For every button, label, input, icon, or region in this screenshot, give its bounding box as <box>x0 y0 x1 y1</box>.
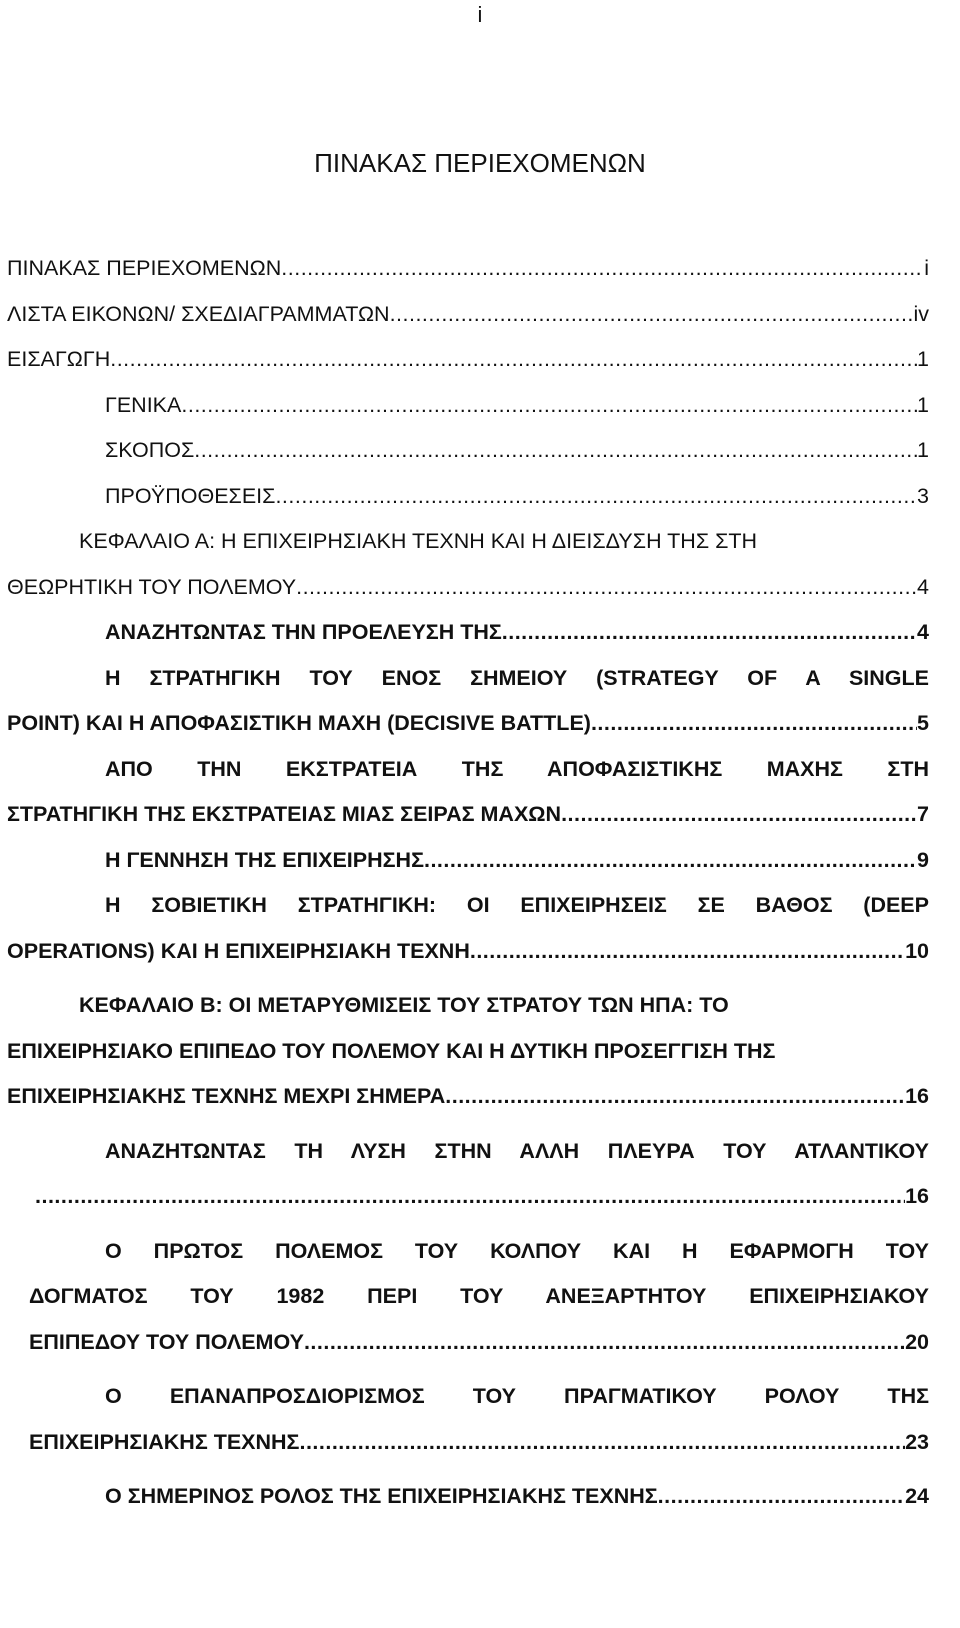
entry-title: ΚΕΦΑΛΑΙΟ Α: Η ΕΠΙΧΕΙΡΗΣΙΑΚΗ ΤΕΧΝΗ ΚΑΙ Η ΔΙΕΙΣΔΥΣΗ ΤΗΣ ΣΤΗ <box>79 529 758 553</box>
toc-entry[interactable] <box>7 883 929 974</box>
entry-page: 20 <box>905 1329 929 1354</box>
dot-leader <box>181 383 917 429</box>
dot-leader <box>502 610 917 656</box>
toc-entry[interactable] <box>7 1129 929 1220</box>
entry-title: Η ΓΕΝΝΗΣΗ ΤΗΣ ΕΠΙΧΕΙΡΗΣΗΣ <box>105 847 424 872</box>
entry-title: Ο ΠΡΩΤΟΣ ΠΟΛΕΜΟΣ ΤΟΥ ΚΟΛΠΟΥ ΚΑΙ Η ΕΦΑΡΜΟΓΗ ΤΟΥ <box>105 1238 929 1263</box>
dot-leader <box>296 565 917 611</box>
entry-title: POINT) ΚΑΙ Η ΑΠΟΦΑΣΙΣΤΙΚΗ ΜΑΧΗ (DECISIVE BATTLE) <box>7 711 591 735</box>
entry-title: ΔΟΓΜΑΤΟΣ ΤΟΥ 1982 ΠΕΡΙ ΤΟΥ ΑΝΕΞΑΡΤΗΤΟΥ ΕΠΙΧΕΙΡΗΣΙΑΚΟΥ <box>29 1284 929 1308</box>
entry-title: ΑΠΟ ΤΗΝ ΕΚΣΤΡΑΤΕΙΑ ΤΗΣ ΑΠΟΦΑΣΙΣΤΙΚΗΣ ΜΑΧΗΣ ΣΤΗ <box>105 756 929 781</box>
entry-title: ΕΙΣΑΓΩΓΗ <box>7 347 111 371</box>
dot-leader <box>299 1420 905 1466</box>
entry-title: Η ΣΤΡΑΤΗΓΙΚΗ ΤΟΥ ΕΝΟΣ ΣΗΜΕΙΟΥ (STRATEGY OF A SINGLE <box>105 665 929 690</box>
entry-title: ΠΙΝΑΚΑΣ ΠΕΡΙΕΧΟΜΕΝΩΝ <box>7 256 282 280</box>
toc-entry[interactable] <box>7 838 929 884</box>
toc-entry[interactable] <box>7 428 929 474</box>
entry-title: ΕΠΙΠΕΔΟΥ ΤΟΥ ΠΟΛΕΜΟΥ <box>29 1329 304 1354</box>
entry-title: Η ΣΟΒΙΕΤΙΚΗ ΣΤΡΑΤΗΓΙΚΗ: ΟΙ ΕΠΙΧΕΙΡΗΣΕΙΣ ΣΕ ΒΑΘΟΣ (DEEP <box>105 893 929 917</box>
dot-leader <box>658 1474 905 1520</box>
toc-title: ΠΙΝΑΚΑΣ ΠΕΡΙΕΧΟΜΕΝΩΝ <box>314 148 646 178</box>
toc-entry[interactable] <box>7 383 929 429</box>
toc-entry[interactable] <box>7 983 929 1120</box>
dot-leader <box>275 474 917 520</box>
entry-page: iv <box>913 301 929 326</box>
entry-title: ΑΝΑΖΗΤΩΝΤΑΣ ΤΗΝ ΠΡΟΕΛΕΥΣΗ ΤΗΣ <box>105 620 502 644</box>
entry-title: ΕΠΙΧΕΙΡΗΣΙΑΚΟ ΕΠΙΠΕΔΟ ΤΟΥ ΠΟΛΕΜΟΥ ΚΑΙ Η ΔΥΤΙΚΗ ΠΡΟΣΕΓΓΙΣΗ ΤΗΣ <box>7 1038 776 1063</box>
dot-leader <box>561 792 917 838</box>
table-of-contents <box>7 246 929 1520</box>
page-number: i <box>477 2 483 27</box>
entry-title: ΣΤΡΑΤΗΓΙΚΗ ΤΗΣ ΕΚΣΤΡΑΤΕΙΑΣ ΜΙΑΣ ΣΕΙΡΑΣ ΜΑΧΩΝ <box>7 802 562 826</box>
toc-entry[interactable] <box>7 1474 929 1520</box>
entry-page: 9 <box>917 847 929 872</box>
toc-entry[interactable] <box>7 337 929 383</box>
entry-title: ΚΕΦΑΛΑΙΟ Β: ΟΙ ΜΕΤΑΡΥΘΜΙΣΕΙΣ ΤΟΥ ΣΤΡΑΤΟΥ ΤΩΝ ΗΠΑ: ΤΟ <box>79 993 729 1017</box>
dot-leader <box>445 1074 905 1120</box>
toc-entry[interactable] <box>7 610 929 656</box>
entry-title: ΑΝΑΖΗΤΩΝΤΑΣ ΤΗ ΛΥΣΗ ΣΤΗΝ ΑΛΛΗ ΠΛΕΥΡΑ ΤΟΥ ΑΤΛΑΝΤΙΚΟΥ <box>105 1138 929 1163</box>
entry-title: ΘΕΩΡΗΤΙΚΗ ΤΟΥ ΠΟΛΕΜΟΥ <box>7 574 297 599</box>
toc-entry[interactable] <box>7 292 929 338</box>
entry-title: Ο ΕΠΑΝΑΠΡΟΣΔΙΟΡΙΣΜΟΣ ΤΟΥ ΠΡΑΓΜΑΤΙΚΟΥ ΡΟΛΟΥ ΤΗΣ <box>105 1384 929 1408</box>
entry-page: 4 <box>917 574 929 599</box>
entry-page: 24 <box>905 1484 929 1508</box>
entry-title: OPERATIONS) ΚΑΙ Η ΕΠΙΧΕΙΡΗΣΙΑΚΗ ΤΕΧΝΗ <box>7 938 470 963</box>
entry-page: 1 <box>917 347 929 371</box>
entry-page: 4 <box>917 620 929 644</box>
dot-leader <box>470 929 905 975</box>
entry-page: 10 <box>905 938 929 963</box>
dot-leader <box>424 838 917 884</box>
toc-entry[interactable] <box>7 474 929 520</box>
entry-page: 23 <box>905 1429 929 1454</box>
dot-leader <box>35 1174 905 1220</box>
dot-leader <box>591 701 917 747</box>
dot-leader <box>390 292 914 338</box>
dot-leader <box>194 428 917 474</box>
entry-page: 5 <box>917 711 929 735</box>
entry-title: ΕΠΙΧΕΙΡΗΣΙΑΚΗΣ ΤΕΧΝΗΣ <box>29 1429 300 1454</box>
toc-entry[interactable] <box>7 656 929 747</box>
dot-leader <box>304 1320 905 1366</box>
toc-entry[interactable] <box>7 747 929 838</box>
entry-title: ΛΙΣΤΑ ΕΙΚΟΝΩΝ/ ΣΧΕΔΙΑΓΡΑΜΜΑΤΩΝ <box>7 301 390 326</box>
toc-entry[interactable] <box>7 246 929 292</box>
entry-page: 7 <box>917 802 929 826</box>
dot-leader <box>281 246 924 292</box>
entry-page: 1 <box>917 392 929 417</box>
entry-page: 3 <box>917 483 929 508</box>
dot-leader <box>110 337 917 383</box>
toc-entry[interactable] <box>7 1229 929 1366</box>
entry-page: i <box>924 256 929 280</box>
entry-page: 1 <box>917 438 929 462</box>
entry-title: ΣΚΟΠΟΣ <box>105 438 195 462</box>
entry-title: ΠΡΟΫΠΟΘΕΣΕΙΣ <box>105 483 276 508</box>
toc-entry[interactable] <box>7 1374 929 1465</box>
entry-page: 16 <box>905 1184 929 1208</box>
entry-page: 16 <box>905 1084 929 1108</box>
toc-entry[interactable] <box>7 519 929 610</box>
entry-title: Ο ΣΗΜΕΡΙΝΟΣ ΡΟΛΟΣ ΤΗΣ ΕΠΙΧΕΙΡΗΣΙΑΚΗΣ ΤΕΧΝΗΣ <box>105 1484 658 1508</box>
entry-title: ΓΕΝΙΚΑ <box>105 392 182 417</box>
entry-title: ΕΠΙΧΕΙΡΗΣΙΑΚΗΣ ΤΕΧΝΗΣ ΜΕΧΡΙ ΣΗΜΕΡΑ <box>7 1084 446 1108</box>
